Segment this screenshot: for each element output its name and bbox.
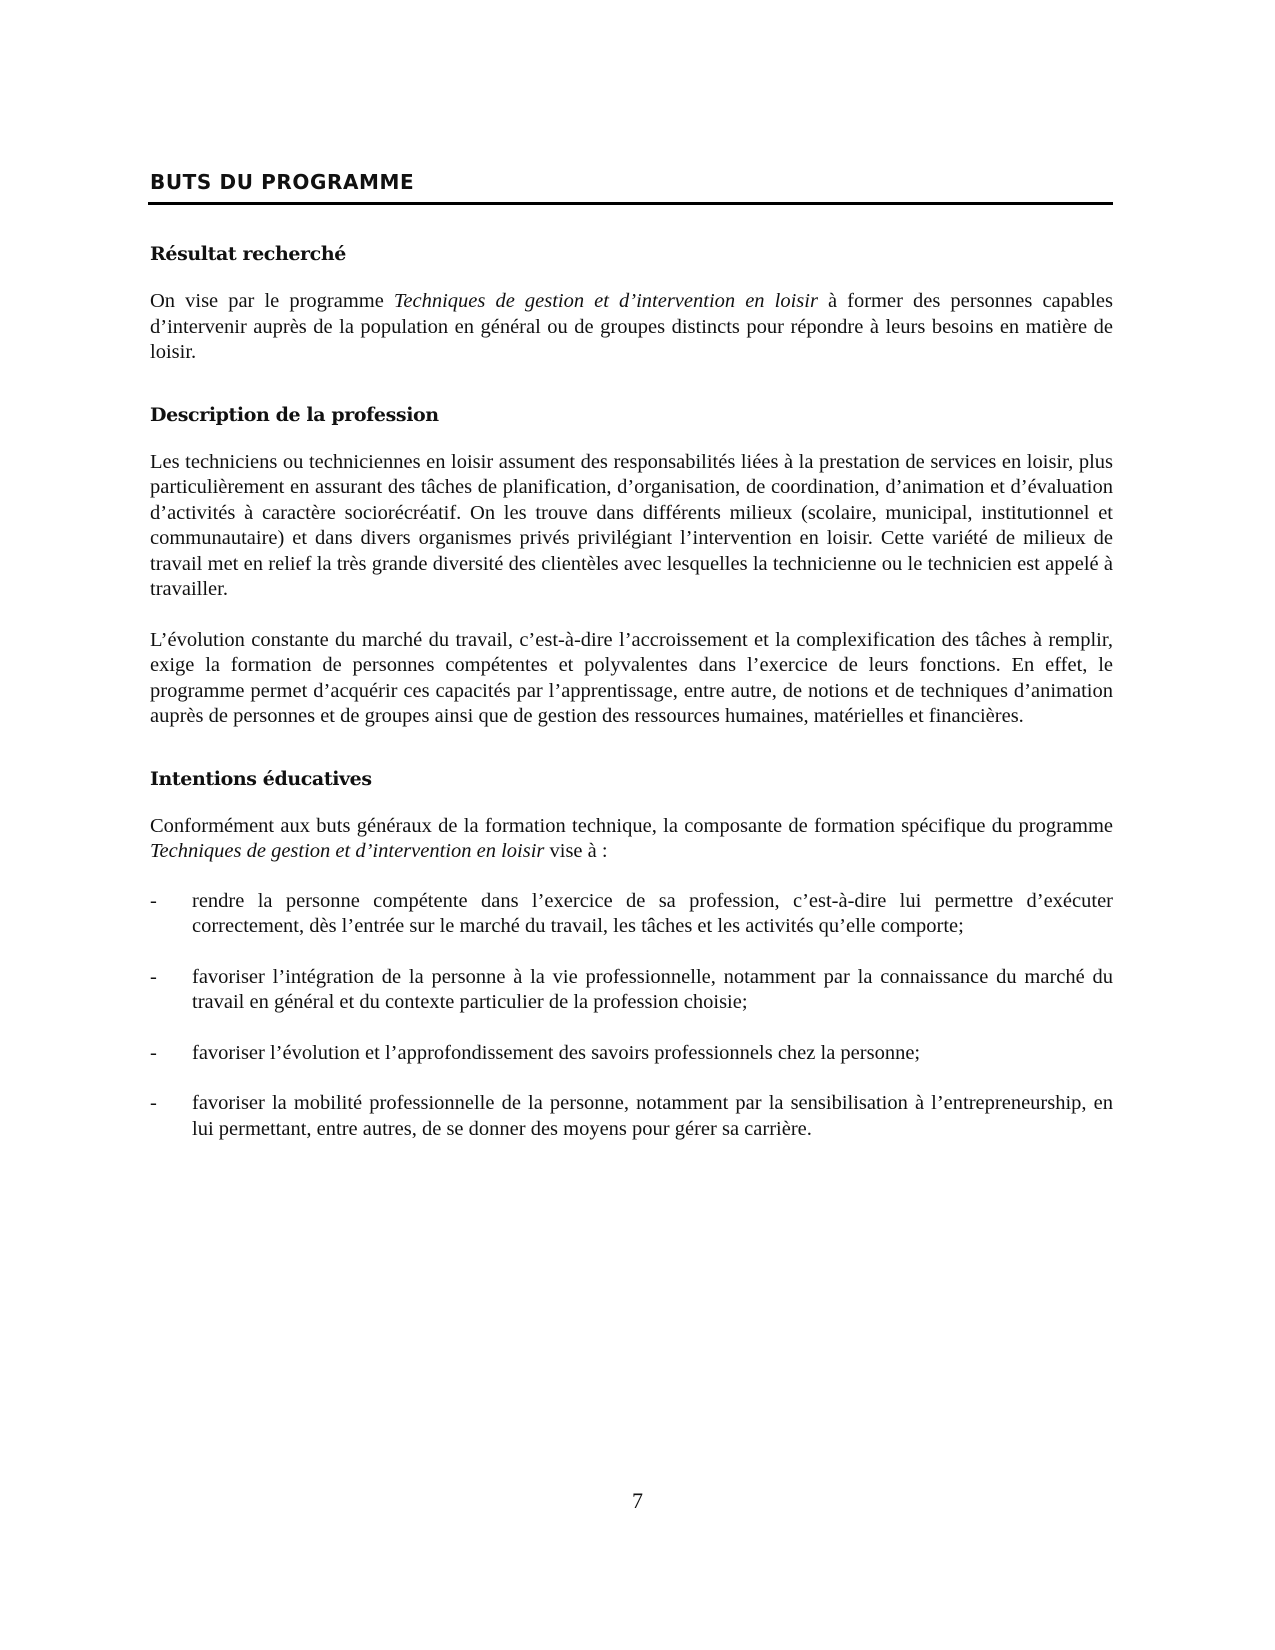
list-item-text: favoriser l’évolution et l’approfondissement des savoirs professionnels chez la personne; [192,1041,921,1064]
intentions-text-end: vise à : [544,840,608,862]
intentions-text-start: Conformément aux buts généraux de la formation technique, la composante de formation spécifique du programme [150,814,1113,837]
list-item-text: favoriser la mobilité professionnelle de la personne, notamment par la sensibilisation à l’entrepreneurship, en lui permettant, entre autres, de se donner des moyens pour gérer sa carrière. [192,1092,1113,1140]
page-title: BUTS DU PROGRAMME [148,170,1113,205]
dash-bullet-icon: - [150,889,157,912]
description-paragraph-1: Les techniciens ou techniciennes en loisir assument des responsabilités liées à la prestation de services en loisir, plus particulièrement en assurant des tâches de planification, d’organisation, de coordination, d’animation et d’évaluation d’activités à caractère sociorécréatif. On les trouve dans différents milieux (scolaire, municipal, institutionnel et communautaire) et dans divers organismes privés privilégiant l’intervention en loisir. Cette variété de milieux de travail met en relief la très grande diversité des clientèles avec lesquelles la technicienne ou le technicien est appelé à travailler. [150,450,1113,600]
section-heading-resultat: Résultat recherché [150,243,346,265]
resultat-text-end: à former des personnes capables d’intervenir auprès de la population en général ou de groupes distincts pour répondre à leurs besoins en matière de loisir. [150,290,1114,363]
dash-bullet-icon: - [150,965,157,988]
page-number: 7 [632,1488,643,1513]
page-content [148,170,1113,1167]
list-item [148,965,1113,1016]
list-item [148,889,1113,940]
intentions-intro [150,814,1113,865]
program-title-italic: Techniques de gestion et d’intervention en loisir [393,290,818,312]
dash-bullet-icon: - [150,1092,157,1114]
list-item [148,1041,1113,1067]
dash-bullet-icon: - [150,1041,157,1064]
section-heading-description: Description de la profession [150,403,439,426]
resultat-text-start: On vise par le programme [150,290,394,312]
section-heading-intentions: Intentions éducatives [150,767,372,790]
intentions-list [148,889,1113,1143]
resultat-paragraph [150,289,1113,366]
program-title-italic: Techniques de gestion et d’intervention en loisir [150,840,545,862]
list-item-text: favoriser l’intégration de la personne à la vie professionnelle, notamment par la connaissance du marché du travail en général et du contexte particulier de la profession choisie; [192,965,1113,1013]
list-item [148,1091,1113,1142]
description-paragraph-2: L’évolution constante du marché du travail, c’est-à-dire l’accroissement et la complexification des tâches à remplir, exige la formation de personnes compétentes et polyvalentes dans l’exercice de leurs fonctions. En effet, le programme permet d’acquérir ces capacités par l’apprentissage, entre autre, de notions et de techniques d’animation auprès de personnes et de groupes ainsi que de gestion des ressources humaines, matérielles et financières. [150,628,1113,727]
list-item-text: rendre la personne compétente dans l’exercice de sa profession, c’est-à-dire lui permettre d’exécuter correctement, dès l’entrée sur le marché du travail, les tâches et les activités qu’elle comporte; [192,889,1113,937]
